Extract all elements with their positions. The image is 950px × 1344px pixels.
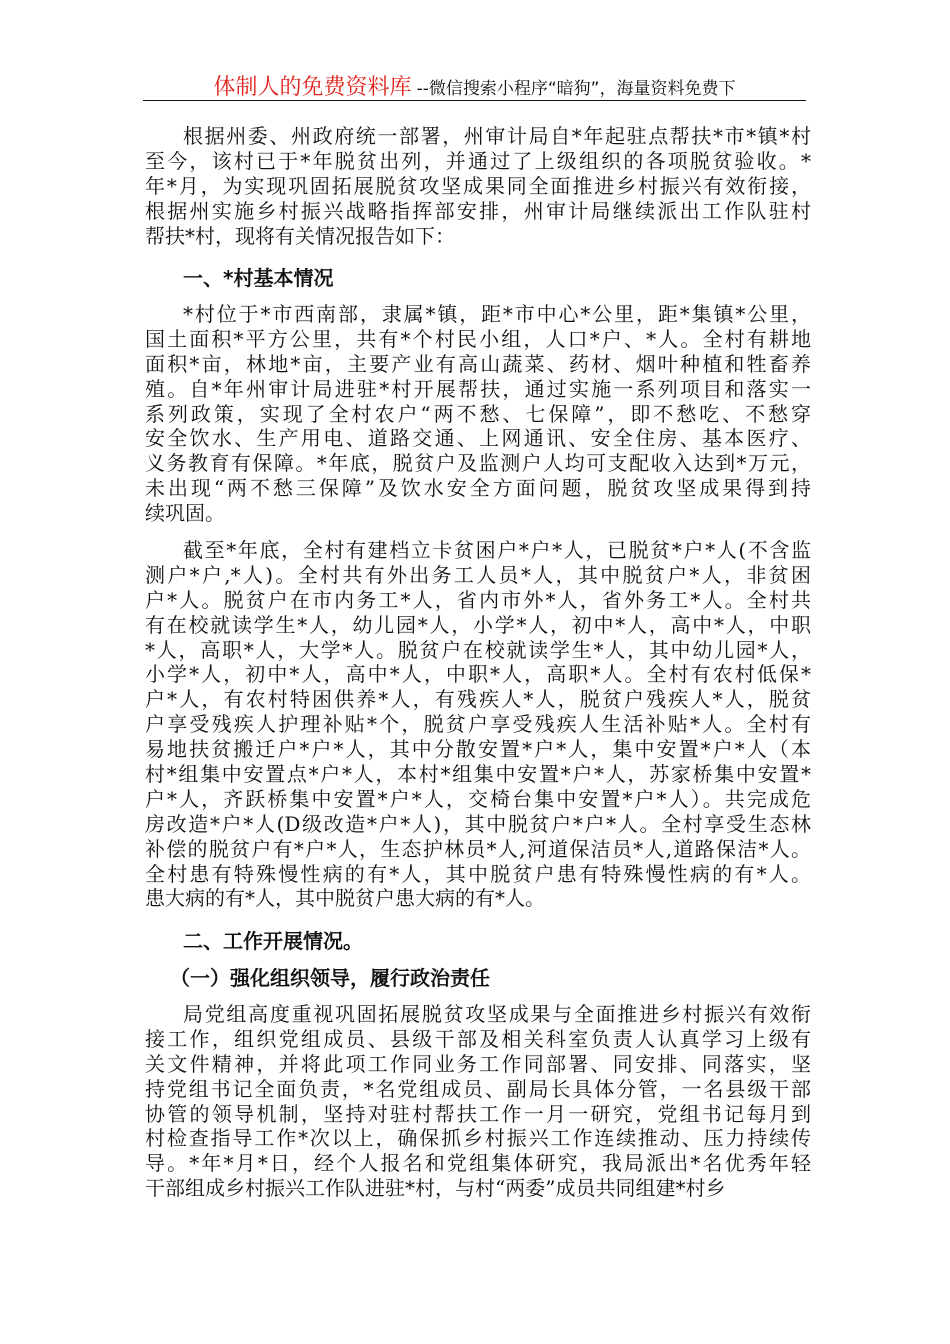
text-line: 帮扶*村，现将有关情况报告如下： [145,223,455,248]
watermark-header [143,70,806,101]
text-line: 户*人，齐跃桥集中安置*户*人，交椅台集中安置*户*人）。共完成危 [145,786,811,811]
header-brand: 体制人的免费资料库 [213,75,412,100]
paragraph-intro [145,124,811,248]
text-line: 至今，该村已于*年脱贫出列，并通过了上级组织的各项脱贫验收。* [145,148,811,173]
paragraph-village-statistics [145,538,811,911]
text-line: 导。*年*月*日，经个人报名和党组集体研究，我局派出*名优秀年轻 [145,1151,811,1176]
text-line: *村位于*市西南部，隶属*镇，距*市中心*公里，距*集镇*公里， [183,302,811,326]
paragraph-organization [145,1002,811,1201]
text-line: 续巩固。 [145,501,225,526]
text-line: 补偿的脱贫户有*户*人，生态护林员*人,河道保洁员*人,道路保洁*人。 [145,836,811,861]
text-line: 村检查指导工作*次以上，确保抓乡村振兴工作连续推动、压力持续传 [145,1126,811,1151]
header-divider [143,100,806,101]
heading-section-1: 一、*村基本情况 [183,266,334,290]
paragraph-village-overview [145,302,811,526]
text-line: 根据州实施乡村振兴战略指挥部安排，州审计局继续派出工作队驻村 [145,198,811,223]
text-line: 房改造*户*人(D级改造*户*人)，其中脱贫户*户*人。全村享受生态林 [145,811,811,836]
text-line: 根据州委、州政府统一部署，州审计局自*年起驻点帮扶*市*镇*村 [183,124,811,148]
text-line: 关文件精神，并将此项工作同业务工作同部署、同安排、同落实，坚 [145,1051,811,1076]
text-line: 安全饮水、生产用电、道路交通、上网通讯、安全住房、基本医疗、 [145,426,811,451]
text-line: 接工作，组织党组成员、县级干部及相关科室负责人认真学习上级有 [145,1026,811,1051]
text-line: 持党组书记全面负责，*名党组成员、副局长具体分管，一名县级干部 [145,1076,811,1101]
text-line: 义务教育有保障。*年底，脱贫户及监测户人均可支配收入达到*万元， [145,451,811,476]
text-line: 有在校就读学生*人，幼儿园*人，小学*人，初中*人，高中*人，中职 [145,612,811,637]
text-line: 协管的领导机制，坚持对驻村帮扶工作一月一研究，党组书记每月到 [145,1101,811,1126]
heading-section-2: 二、工作开展情况。 [183,929,363,953]
text-line: 患大病的有*人，其中脱贫户患大病的有*人。 [145,886,545,911]
text-line: 小学*人，初中*人，高中*人，中职*人，高职*人。全村有农村低保* [145,662,811,687]
text-line: 户*人。脱贫户在市内务工*人，省内市外*人，省外务工*人。全村共 [145,587,811,612]
text-line: 面积*亩，林地*亩，主要产业有高山蔬菜、药材、烟叶种植和牲畜养 [145,351,811,376]
text-line: 国土面积*平方公里，共有*个村民小组，人口*户、*人。全村有耕地 [145,326,811,351]
text-line: 测户*户,*人)。全村共有外出务工人员*人，其中脱贫户*人，非贫困 [145,562,811,587]
heading-subsection-1: （一）强化组织领导，履行政治责任 [170,966,490,990]
text-line: 全村患有特殊慢性病的有*人，其中脱贫户患有特殊慢性病的有*人。 [145,861,811,886]
text-line: 易地扶贫搬迁户*户*人，其中分散安置*户*人，集中安置*户*人（本 [145,737,811,762]
text-line: 村*组集中安置点*户*人，本村*组集中安置*户*人，苏家桥集中安置* [145,762,811,787]
text-line: 系列政策，实现了全村农户“两不愁、七保障”，即不愁吃、不愁穿 [145,401,811,426]
text-line: 户*人，有农村特困供养*人，有残疾人*人，脱贫户残疾人*人，脱贫 [145,687,811,712]
text-line: 年*月，为实现巩固拓展脱贫攻坚成果同全面推进乡村振兴有效衔接， [145,173,811,198]
text-line: 干部组成乡村振兴工作队进驻*村，与村“两委”成员共同组建*村乡 [145,1176,726,1201]
text-line: *人，高职*人，大学*人。脱贫户在校就读学生*人，其中幼儿园*人， [145,637,811,662]
text-line: 截至*年底，全村有建档立卡贫困户*户*人，已脱贫*户*人(不含监 [183,538,811,562]
text-line: 局党组高度重视巩固拓展脱贫攻坚成果与全面推进乡村振兴有效衔 [183,1002,811,1026]
text-line: 殖。自*年州审计局进驻*村开展帮扶，通过实施一系列项目和落实一 [145,376,811,401]
header-tagline: --微信搜索小程序“暗狗”，海量资料免费下 [416,79,736,99]
text-line: 未出现“两不愁三保障”及饮水安全方面问题，脱贫攻坚成果得到持 [145,476,811,501]
text-line: 户享受残疾人护理补贴*个，脱贫户享受残疾人生活补贴*人。全村有 [145,712,811,737]
